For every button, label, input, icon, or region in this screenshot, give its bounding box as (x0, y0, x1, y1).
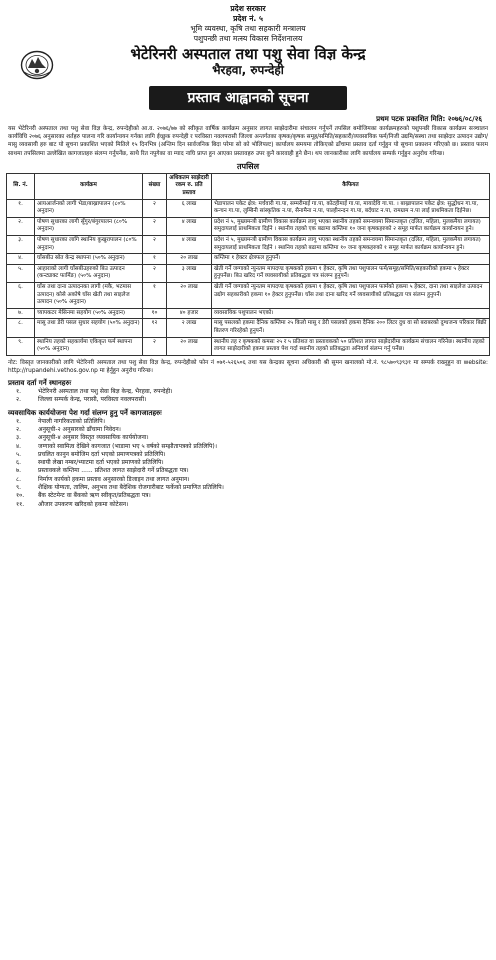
intro-paragraph: यस भेटेरिनरी अस्पताल तथा पशु सेवा विज्ञ केन्द्र, रुपन्देहीको आ.व. २०७६/७७ को स्वीकृत वार्षिक कार्यक्रम अनुसार लागत साझेदारीमा संचालन गर्नुपर्ने तपसिल बमोजिमका कार्यक्रमहरुको पशुपन्छी विकास कार्यक्रम सञ्चालन कार्यविधि २०७६ अनुसारका शर्तहरु पालना गरि कार्यान्वयन गर्नका लागि ईच्छुक रुपन्देही र परविस्ता नवलपरासी जिल्ला अन्तर्गतका कृषक/कृषक समूह/समिति/सहकारी/व्यवसायिक फर्म/निजी उद्यमि/सस्था तथा साझेदार उत्पादन उद्योग/मासु व्यवसायी हरु बाट यो सूचना प्रकाशित भएको मितिले १५ दिनभित्र (अन्तिम दिन सार्वजनिक बिदा परेमा सो को भोलिपल्ट) कार्यालय समयमा तोकिएको ढाँचामा प्रस्ताव दर्ता गर्नुहुन यो सूचना प्रकाशन गरिएको छ। प्रस्ताव फारम साथमा तपसिलमा उल्लेखित कागजातहरु संलग्न गर्नुपर्नेछ, साथै रित नपुगेका वा म्याद नाघि प्राप्त हुन आएका प्रस्तावहरु उपर कुनै कारवाही हुने छैन। थप जानकारीका लागि कार्यालय सम्पर्क गर्नुहुन अनुरोध गरिन्छ। (8, 126, 488, 157)
list-item-text: प्रस्तावकले कम्तिमा ...... प्रतिशत लागत साझेदारी गर्ने प्रतिबद्धता पत्र। (38, 467, 189, 475)
notice-page (6, 4, 490, 956)
row-remarks: व्यवसायिक पशुपालन भएको। (212, 308, 490, 319)
table-row (7, 217, 490, 235)
table-row (7, 308, 490, 319)
documents-list (6, 418, 490, 509)
row-amount: २० लाख (167, 254, 212, 265)
row-program: पोषण सुधारका लागि स्थानिय कुखुरापालन (८०% अनुदान) (35, 235, 143, 253)
row-program: घाँस तथा दाना उत्पादनका लागी (मकै, भटमास उत्पादन) कोसे अकोषे घाँस खेती तथा साइलेज उत्पादन (५०% अनुदान) (35, 282, 143, 308)
row-count: १ (143, 282, 167, 308)
list-item-text: शैक्षिक योग्यता, तालिम, अनुभव तथा बैदेशिक रोजगारीबाट फर्केको प्रमाणित प्रतिलिपि। (38, 484, 224, 492)
list-item-number: १. (16, 417, 22, 425)
header-line-3: भूमि व्यवस्था, कृषि तथा सहकारी मन्त्रालय (190, 24, 306, 33)
list-item (16, 434, 490, 442)
list-item-number: २. (16, 396, 22, 404)
row-program: आहाराको लागी घाँसबीउहरुको बिउ उत्पादन (कन्ट्याक्ट फार्मिङ) (५०% अनुदान) (35, 264, 143, 282)
row-remarks: खेती गर्ने जग्गाको न्युनतम मापदण्ड कृषकको हकमा १ हेक्टर, कृषि तथा पशुपालन फर्म/समूह/समिति/सहकारीको हकमा ५ हेक्टर हुनुपर्नेछ। बिउ खरिद गर्ने व्यवसायीको प्रतिबद्धता पत्र संलग्न हुनुपर्ने। (212, 264, 490, 282)
table-row (7, 337, 490, 355)
list-item-number: ११. (16, 500, 25, 508)
list-item-number: ९. (16, 484, 22, 492)
row-remarks: मासु पसलको हकमा दैनिक कम्तिमा २५ किलो मासु र डेरी पसलको हकमा दैनिक २०० लिटर दुध वा सो बराबरको दुग्धजन्य परिकार बिक्री बितरण गरिरहेको हुनुपर्ने। (212, 319, 490, 337)
row-remarks: भेडापालन पकेट क्षेत्र: मर्चवारी गा.पा, सम्मरीमाई गा.पा, कोटहीमाई गा.पा, मायादेवि गा.पा. । बाख्रापालन पकेट क्षेत्र: सुद्धोधन गा.पा, कन्चन गा.पा, लुम्बिनी सांस्कृतिक न.पा, सैनामैना न.पा, पाल्हीनन्दन गा.पा, बर्दघाट न.पा, रामग्राम न.पा लाई प्राथमिकता दिईनेछ। (212, 199, 490, 217)
row-remarks: कम्तिमा १ हेक्टर क्षेत्रफल हुनुपर्ने। (212, 254, 490, 265)
list-item (16, 467, 490, 475)
row-program: च्यापकटर मेसिनमा सहयोग (५०% अनुदान) (35, 308, 143, 319)
row-sn: २. (7, 217, 35, 235)
header-line-2: प्रदेश नं. ५ (233, 14, 263, 23)
row-amount: ६ लाख (167, 199, 212, 217)
row-amount: ४ लाख (167, 217, 212, 235)
documents-heading: व्यवसायिक कार्ययोजना पेश गर्दा संलग्न हुनु पर्ने कागजातहरुः (8, 408, 162, 417)
table-header-row (7, 173, 490, 199)
list-item-number: ६. (16, 459, 22, 467)
list-item (16, 443, 490, 451)
list-item-number: १०. (16, 492, 25, 500)
list-item (16, 451, 490, 459)
row-count: २ (143, 199, 167, 217)
row-count: १२ (143, 319, 167, 337)
list-item (16, 492, 490, 500)
list-item-text: प्रचलित कानुन बमोजिम दर्ता भएको प्रमाणपत्रको प्रतिलिपि। (38, 450, 166, 458)
contact-note: नोट: विस्तृत जानकारीको लागि भेटेरिनरी अस्पताल तथा पशु सेवा विज्ञ केन्द्र, रुपन्देहीको फोन नं ०७१-५२६५०६ तथा यस केन्द्रका सूचना अधिकारी श्री सुमन खनालको मो.नं. ९८५७०९३९३१ मा सम्पर्क राख्नुहुन वा website: http://rupandehi.vethos.gov.np मा हेर्नुहुन अनुरोध गरिन्छ। (8, 359, 488, 374)
row-remarks: प्रदेश नं ५, मुख्यमन्त्री ग्रामीण विकास कार्यक्रम लागू भएका स्थानीय तहको समन्वयमा सिमान्तकृत (दलित, महिला, मुलकमैया लगायत) समुदायलाई प्राथमिकता दिईने । स्थानिय तहको बढामा कम्तिमा १० जना कृषकहरुको १ समूह मार्फत कार्यक्रम कार्यान्वयन हुने। (212, 235, 490, 253)
row-amount: ४ लाख (167, 235, 212, 253)
office-location: भैरहवा, रुपन्देही (212, 63, 284, 77)
row-sn: १. (7, 199, 35, 217)
row-sn: ४. (7, 254, 35, 265)
table-row (7, 319, 490, 337)
row-amount: २ लाख (167, 319, 212, 337)
list-item-text: बैंक स्टेटमेन्ट वा बैंकको ऋण स्वीकृत/प्रतिबद्धता पत्र। (38, 492, 151, 500)
row-count: २ (143, 217, 167, 235)
list-item-number: ८. (16, 475, 22, 483)
list-item (16, 476, 490, 484)
list-item-number: ५. (16, 450, 22, 458)
header-count: संख्या (143, 173, 167, 199)
row-sn: ७. (7, 308, 35, 319)
list-item-text: अनुसूची-४ अनुसार विस्तृत व्यवसायिक कार्ययोजना। (38, 434, 149, 442)
header (6, 4, 490, 82)
list-item-text: जग्गाको स्वामित्व देखिने कागजात (भाडामा भए ५ वर्षको सम्झौतापत्रको प्रतिलिपि)। (38, 442, 217, 450)
list-item (16, 418, 490, 426)
row-count: २ (143, 264, 167, 282)
list-item-text: नेपाली नागरिकताको प्रतिलिपि। (38, 417, 105, 425)
notice-banner: प्रस्ताव आह्वानको सूचना (149, 86, 347, 110)
row-program: आयआर्जनको लागी भेडा/बाख्रापालन (८०% अनुदान) (35, 199, 143, 217)
row-program: पोषण सुधारका लागी सुँगुर/बंगुरपालन (८०% अनुदान) (35, 217, 143, 235)
list-item-text: स्थायी लेखा नम्बर/भ्याटमा दर्ता भएको प्रमाणको प्रतिलिपि। (38, 459, 164, 467)
row-remarks: स्थानीय तह र कृषकको कमसः २५ र ५ प्रतिशत वा प्रस्तावकको ५० प्रतिशत लागत साझेदारीमा कार्यक्रम संचालन गरिनेछ। स्थानीय तहको लागत साझेदारीको हकमा प्रस्ताव पेश गर्दा स्थानीय तहको प्रतिबद्धता अनिवार्य संलग्न गर्नु पर्नेछ। (212, 337, 490, 355)
row-amount: ४० हजार (167, 308, 212, 319)
row-count: १० (143, 308, 167, 319)
program-table (6, 173, 490, 356)
row-program: स्थानिय तहको सहकार्यमा एकिकृत फर्म स्थापना (५०% अनुदान) (35, 337, 143, 355)
table-row (7, 199, 490, 217)
row-remarks: खेती गर्ने जग्गाको न्युनतम मापदण्ड कृषकको हकमा १ हेक्टर, कृषि तथा पशुपालन फार्मको हकमा ५ हेक्टर, दाना तथा साइलेज उत्पादन उद्योग सहकारीको हकमा १० हेक्टर हुनुपर्नेछ। घाँस तथा दाना खरिद गर्ने व्यवसायीको प्रतिबद्धता पत्र संलग्न हुनुपर्ने। (212, 282, 490, 308)
row-count: १ (143, 254, 167, 265)
header-remarks: कैफियत (212, 173, 490, 199)
header-sn: सि. नं. (7, 173, 35, 199)
row-sn: ५. (7, 264, 35, 282)
list-item-number: १. (16, 388, 22, 396)
publication-date: प्रथम पटक प्रकाशित मिति: २०७६/०८/२६ (376, 115, 482, 123)
table-title: तपसिल (236, 161, 259, 171)
list-item-text: अनुसूची-२ अनुसारको ढाँचामा निवेदन। (38, 425, 121, 433)
list-item (16, 396, 490, 404)
list-item-number: ४. (16, 442, 22, 450)
list-item-text: जिल्ला सम्पर्क केन्द्र, परासी, परविस्ता नवलपरासी। (38, 396, 147, 404)
list-item-text: भेटेरिनरी अस्पताल तथा पशु सेवा बिज्ञ केन्द्र, भैरहवा, रुपन्देही। (38, 388, 173, 396)
header-line-4: पशुपन्छी तथा मत्स्य विकास निर्देशनालय (193, 34, 303, 43)
list-item (16, 501, 490, 509)
header-program: कार्यक्रम (35, 173, 143, 199)
office-title: भेटेरिनरी अस्पताल तथा पशु सेवा विज्ञ केन्द्र (130, 45, 366, 63)
row-program: घाँसबीउ स्रोत केन्द्र स्थापना (५०% अनुदान) (35, 254, 143, 265)
row-remarks: प्रदेश नं ५, मुख्यमन्त्री ग्रामीण विकास कार्यक्रम लागू भएका स्थानीय तहको समन्वयमा सिमान्तकृत (दलित, महिला, मुलकमैया लगायत) समुदायलाई प्राथमिकता दिईने । स्थानीय तहको एक बढामा कम्तिमा १० जना कृषकहरुको २ समूह मार्फत कार्यक्रम कार्यान्वयन हुने। (212, 217, 490, 235)
row-sn: ८. (7, 319, 35, 337)
list-item-number: २. (16, 425, 22, 433)
list-item-number: ७. (16, 467, 22, 475)
table-row (7, 235, 490, 253)
table-row (7, 264, 490, 282)
submission-heading: प्रस्ताव दर्ता गर्ने स्थानहरुः (8, 379, 72, 388)
row-amount: २० लाख (167, 337, 212, 355)
table-row (7, 282, 490, 308)
row-count: २ (143, 235, 167, 253)
row-sn: ६. (7, 282, 35, 308)
row-sn: ३. (7, 235, 35, 253)
row-program: मासु तथा डेरी पसल सुधार सहयोग (५०% अनुदान) (35, 319, 143, 337)
row-amount: २० लाख (167, 282, 212, 308)
list-item-text: निर्माण कार्यको हकमा प्रस्ताव अनुसारको डिजाइन तथा लागत अनुमान। (38, 475, 190, 483)
submission-list (6, 388, 490, 405)
list-item-text: औजार उपकरण खरिदको हकमा कोटेसन। (38, 500, 129, 508)
row-count: २ (143, 337, 167, 355)
nepal-government-emblem-icon (20, 50, 54, 80)
list-item-number: ३. (16, 434, 22, 442)
row-sn: ९. (7, 337, 35, 355)
header-line-1: प्रदेश सरकार (230, 4, 266, 13)
header-amount: अधिकतम साझेदारी रकम रु. प्रति प्रस्ताव (167, 173, 212, 199)
table-row (7, 254, 490, 265)
row-amount: ३ लाख (167, 264, 212, 282)
